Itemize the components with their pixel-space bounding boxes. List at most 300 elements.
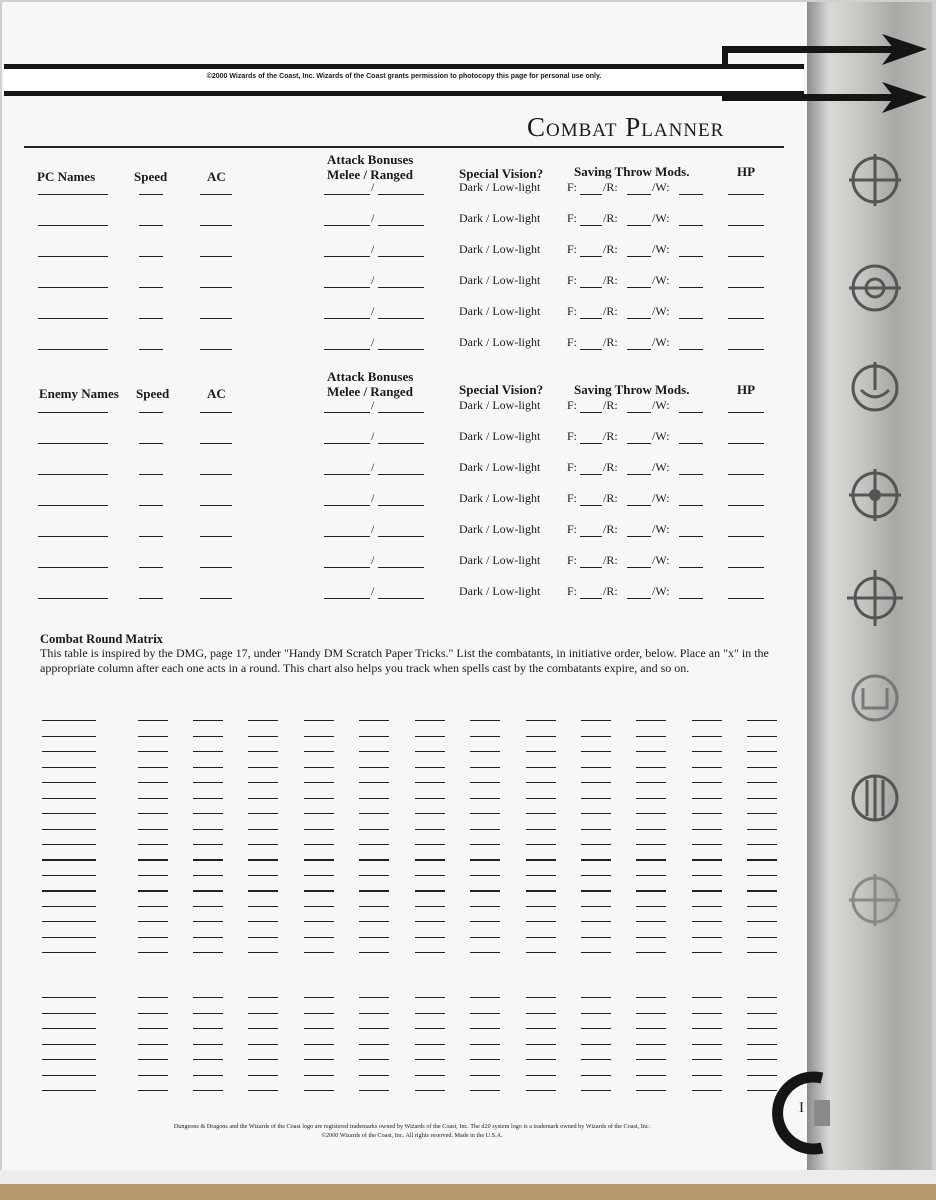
round-check-field[interactable] (636, 829, 666, 830)
round-check-field[interactable] (526, 798, 556, 799)
round-check-field[interactable] (193, 720, 223, 721)
round-check-field[interactable] (470, 997, 500, 998)
speed-field[interactable] (139, 287, 163, 288)
round-check-field[interactable] (470, 937, 500, 938)
round-check-field[interactable] (747, 751, 777, 752)
round-check-field[interactable] (636, 844, 666, 845)
name-field[interactable] (38, 505, 108, 506)
round-check-field[interactable] (415, 906, 445, 907)
round-check-field[interactable] (304, 1044, 334, 1045)
save-ref-field[interactable] (627, 567, 651, 568)
hp-field[interactable] (728, 536, 764, 537)
round-check-field[interactable] (138, 813, 168, 814)
round-check-field[interactable] (304, 952, 334, 953)
speed-field[interactable] (139, 474, 163, 475)
round-check-field[interactable] (581, 860, 611, 861)
ac-field[interactable] (200, 536, 232, 537)
round-check-field[interactable] (470, 1090, 500, 1091)
ac-field[interactable] (200, 349, 232, 350)
save-ref-field[interactable] (627, 598, 651, 599)
round-check-field[interactable] (692, 1028, 722, 1029)
round-check-field[interactable] (248, 937, 278, 938)
round-check-field[interactable] (248, 860, 278, 861)
round-check-field[interactable] (304, 859, 334, 860)
round-check-field[interactable] (138, 736, 168, 737)
round-check-field[interactable] (636, 997, 666, 998)
round-check-field[interactable] (359, 906, 389, 907)
round-check-field[interactable] (747, 937, 777, 938)
speed-field[interactable] (139, 225, 163, 226)
round-check-field[interactable] (415, 829, 445, 830)
round-check-field[interactable] (636, 736, 666, 737)
round-check-field[interactable] (692, 829, 722, 830)
round-check-field[interactable] (581, 1059, 611, 1060)
round-check-field[interactable] (304, 891, 334, 892)
round-check-field[interactable] (747, 952, 777, 953)
save-ref-field[interactable] (627, 256, 651, 257)
round-check-field[interactable] (692, 767, 722, 768)
round-check-field[interactable] (692, 921, 722, 922)
round-check-field[interactable] (581, 952, 611, 953)
round-check-field[interactable] (359, 859, 389, 860)
name-field[interactable] (38, 412, 108, 413)
hp-field[interactable] (728, 443, 764, 444)
round-check-field[interactable] (470, 890, 500, 891)
combatant-field[interactable] (42, 997, 96, 998)
ranged-field[interactable] (378, 536, 424, 537)
round-check-field[interactable] (359, 736, 389, 737)
round-check-field[interactable] (193, 875, 223, 876)
round-check-field[interactable] (470, 1028, 500, 1029)
round-check-field[interactable] (138, 767, 168, 768)
round-check-field[interactable] (636, 782, 666, 783)
round-check-field[interactable] (415, 782, 445, 783)
hp-field[interactable] (728, 474, 764, 475)
combatant-field[interactable] (42, 1028, 96, 1029)
combatant-field[interactable] (42, 1059, 96, 1060)
melee-field[interactable] (324, 567, 370, 568)
round-check-field[interactable] (304, 720, 334, 721)
ranged-field[interactable] (378, 443, 424, 444)
ac-field[interactable] (200, 194, 232, 195)
round-check-field[interactable] (692, 937, 722, 938)
save-fort-field[interactable] (580, 443, 602, 444)
round-check-field[interactable] (415, 798, 445, 799)
round-check-field[interactable] (304, 1090, 334, 1091)
round-check-field[interactable] (470, 751, 500, 752)
save-fort-field[interactable] (580, 505, 602, 506)
round-check-field[interactable] (248, 844, 278, 845)
round-check-field[interactable] (304, 860, 334, 861)
ranged-field[interactable] (378, 194, 424, 195)
round-check-field[interactable] (138, 798, 168, 799)
melee-field[interactable] (324, 598, 370, 599)
melee-field[interactable] (324, 256, 370, 257)
round-check-field[interactable] (415, 813, 445, 814)
save-fort-field[interactable] (580, 567, 602, 568)
round-check-field[interactable] (692, 859, 722, 860)
round-check-field[interactable] (526, 751, 556, 752)
round-check-field[interactable] (692, 798, 722, 799)
round-check-field[interactable] (138, 1075, 168, 1076)
melee-field[interactable] (324, 287, 370, 288)
round-check-field[interactable] (138, 1044, 168, 1045)
round-check-field[interactable] (359, 891, 389, 892)
speed-field[interactable] (139, 412, 163, 413)
ac-field[interactable] (200, 256, 232, 257)
round-check-field[interactable] (138, 1059, 168, 1060)
round-check-field[interactable] (193, 798, 223, 799)
round-check-field[interactable] (747, 890, 777, 891)
round-check-field[interactable] (581, 1090, 611, 1091)
hp-field[interactable] (728, 318, 764, 319)
round-check-field[interactable] (138, 1028, 168, 1029)
round-check-field[interactable] (470, 1075, 500, 1076)
round-check-field[interactable] (359, 952, 389, 953)
round-check-field[interactable] (138, 860, 168, 861)
round-check-field[interactable] (415, 921, 445, 922)
round-check-field[interactable] (248, 798, 278, 799)
save-fort-field[interactable] (580, 349, 602, 350)
round-check-field[interactable] (248, 1059, 278, 1060)
round-check-field[interactable] (747, 1028, 777, 1029)
speed-field[interactable] (139, 505, 163, 506)
round-check-field[interactable] (304, 890, 334, 891)
ranged-field[interactable] (378, 256, 424, 257)
round-check-field[interactable] (747, 720, 777, 721)
round-check-field[interactable] (636, 891, 666, 892)
round-check-field[interactable] (193, 891, 223, 892)
combatant-field[interactable] (42, 1075, 96, 1076)
round-check-field[interactable] (359, 937, 389, 938)
round-check-field[interactable] (193, 782, 223, 783)
round-check-field[interactable] (581, 891, 611, 892)
save-will-field[interactable] (679, 225, 703, 226)
combatant-field[interactable] (42, 751, 96, 752)
ac-field[interactable] (200, 567, 232, 568)
round-check-field[interactable] (193, 813, 223, 814)
save-fort-field[interactable] (580, 474, 602, 475)
round-check-field[interactable] (138, 844, 168, 845)
round-check-field[interactable] (138, 952, 168, 953)
melee-field[interactable] (324, 505, 370, 506)
round-check-field[interactable] (248, 767, 278, 768)
round-check-field[interactable] (193, 844, 223, 845)
round-check-field[interactable] (248, 751, 278, 752)
round-check-field[interactable] (692, 997, 722, 998)
round-check-field[interactable] (526, 1013, 556, 1014)
round-check-field[interactable] (304, 1028, 334, 1029)
round-check-field[interactable] (747, 1044, 777, 1045)
save-will-field[interactable] (679, 536, 703, 537)
save-ref-field[interactable] (627, 505, 651, 506)
melee-field[interactable] (324, 412, 370, 413)
round-check-field[interactable] (636, 1075, 666, 1076)
speed-field[interactable] (139, 256, 163, 257)
round-check-field[interactable] (193, 937, 223, 938)
round-check-field[interactable] (692, 736, 722, 737)
round-check-field[interactable] (636, 1059, 666, 1060)
round-check-field[interactable] (636, 860, 666, 861)
round-check-field[interactable] (415, 751, 445, 752)
round-check-field[interactable] (193, 1075, 223, 1076)
round-check-field[interactable] (138, 859, 168, 860)
round-check-field[interactable] (692, 1075, 722, 1076)
round-check-field[interactable] (138, 875, 168, 876)
round-check-field[interactable] (636, 1028, 666, 1029)
round-check-field[interactable] (193, 1090, 223, 1091)
round-check-field[interactable] (470, 860, 500, 861)
round-check-field[interactable] (581, 798, 611, 799)
round-check-field[interactable] (526, 844, 556, 845)
combatant-field[interactable] (42, 1013, 96, 1014)
round-check-field[interactable] (470, 782, 500, 783)
round-check-field[interactable] (526, 1075, 556, 1076)
save-fort-field[interactable] (580, 412, 602, 413)
round-check-field[interactable] (193, 906, 223, 907)
round-check-field[interactable] (526, 921, 556, 922)
round-check-field[interactable] (248, 875, 278, 876)
ranged-field[interactable] (378, 474, 424, 475)
round-check-field[interactable] (193, 1028, 223, 1029)
round-check-field[interactable] (526, 859, 556, 860)
round-check-field[interactable] (470, 813, 500, 814)
round-check-field[interactable] (526, 736, 556, 737)
round-check-field[interactable] (636, 798, 666, 799)
name-field[interactable] (38, 349, 108, 350)
round-check-field[interactable] (636, 906, 666, 907)
round-check-field[interactable] (526, 1044, 556, 1045)
round-check-field[interactable] (581, 844, 611, 845)
round-check-field[interactable] (747, 829, 777, 830)
round-check-field[interactable] (138, 829, 168, 830)
round-check-field[interactable] (304, 736, 334, 737)
round-check-field[interactable] (692, 844, 722, 845)
round-check-field[interactable] (526, 860, 556, 861)
speed-field[interactable] (139, 567, 163, 568)
round-check-field[interactable] (248, 720, 278, 721)
round-check-field[interactable] (248, 921, 278, 922)
round-check-field[interactable] (692, 891, 722, 892)
round-check-field[interactable] (138, 891, 168, 892)
combatant-field[interactable] (42, 875, 96, 876)
combatant-field[interactable] (42, 767, 96, 768)
round-check-field[interactable] (193, 1013, 223, 1014)
ac-field[interactable] (200, 412, 232, 413)
combatant-field[interactable] (42, 782, 96, 783)
name-field[interactable] (38, 598, 108, 599)
round-check-field[interactable] (248, 890, 278, 891)
round-check-field[interactable] (138, 720, 168, 721)
save-will-field[interactable] (679, 349, 703, 350)
ranged-field[interactable] (378, 349, 424, 350)
round-check-field[interactable] (526, 1059, 556, 1060)
round-check-field[interactable] (526, 890, 556, 891)
round-check-field[interactable] (359, 1075, 389, 1076)
round-check-field[interactable] (692, 1044, 722, 1045)
melee-field[interactable] (324, 318, 370, 319)
save-will-field[interactable] (679, 318, 703, 319)
round-check-field[interactable] (636, 1090, 666, 1091)
round-check-field[interactable] (415, 1090, 445, 1091)
round-check-field[interactable] (415, 1013, 445, 1014)
combatant-field[interactable] (42, 906, 96, 907)
round-check-field[interactable] (248, 906, 278, 907)
round-check-field[interactable] (415, 859, 445, 860)
round-check-field[interactable] (359, 829, 389, 830)
round-check-field[interactable] (581, 937, 611, 938)
save-will-field[interactable] (679, 474, 703, 475)
round-check-field[interactable] (138, 921, 168, 922)
name-field[interactable] (38, 287, 108, 288)
ranged-field[interactable] (378, 412, 424, 413)
round-check-field[interactable] (359, 997, 389, 998)
round-check-field[interactable] (359, 921, 389, 922)
save-fort-field[interactable] (580, 194, 602, 195)
round-check-field[interactable] (636, 1013, 666, 1014)
round-check-field[interactable] (636, 875, 666, 876)
combatant-field[interactable] (42, 829, 96, 830)
save-will-field[interactable] (679, 256, 703, 257)
round-check-field[interactable] (526, 952, 556, 953)
melee-field[interactable] (324, 443, 370, 444)
save-ref-field[interactable] (627, 536, 651, 537)
save-will-field[interactable] (679, 412, 703, 413)
save-will-field[interactable] (679, 567, 703, 568)
round-check-field[interactable] (526, 1028, 556, 1029)
round-check-field[interactable] (138, 782, 168, 783)
combatant-field[interactable] (42, 859, 96, 860)
save-fort-field[interactable] (580, 318, 602, 319)
round-check-field[interactable] (636, 921, 666, 922)
round-check-field[interactable] (526, 813, 556, 814)
round-check-field[interactable] (747, 798, 777, 799)
round-check-field[interactable] (248, 1028, 278, 1029)
round-check-field[interactable] (304, 782, 334, 783)
round-check-field[interactable] (304, 875, 334, 876)
round-check-field[interactable] (581, 720, 611, 721)
ac-field[interactable] (200, 225, 232, 226)
ac-field[interactable] (200, 318, 232, 319)
hp-field[interactable] (728, 505, 764, 506)
round-check-field[interactable] (304, 1013, 334, 1014)
round-check-field[interactable] (526, 891, 556, 892)
combatant-field[interactable] (42, 813, 96, 814)
round-check-field[interactable] (470, 736, 500, 737)
round-check-field[interactable] (304, 1075, 334, 1076)
round-check-field[interactable] (359, 1028, 389, 1029)
round-check-field[interactable] (193, 767, 223, 768)
round-check-field[interactable] (581, 813, 611, 814)
speed-field[interactable] (139, 536, 163, 537)
save-fort-field[interactable] (580, 256, 602, 257)
round-check-field[interactable] (747, 813, 777, 814)
round-check-field[interactable] (359, 1090, 389, 1091)
round-check-field[interactable] (248, 813, 278, 814)
round-check-field[interactable] (415, 890, 445, 891)
ranged-field[interactable] (378, 225, 424, 226)
round-check-field[interactable] (747, 1013, 777, 1014)
round-check-field[interactable] (692, 782, 722, 783)
round-check-field[interactable] (415, 937, 445, 938)
round-check-field[interactable] (636, 1044, 666, 1045)
round-check-field[interactable] (470, 1044, 500, 1045)
round-check-field[interactable] (692, 751, 722, 752)
round-check-field[interactable] (470, 798, 500, 799)
combatant-field[interactable] (42, 860, 96, 861)
round-check-field[interactable] (470, 844, 500, 845)
round-check-field[interactable] (193, 736, 223, 737)
round-check-field[interactable] (248, 1044, 278, 1045)
round-check-field[interactable] (692, 875, 722, 876)
round-check-field[interactable] (304, 751, 334, 752)
round-check-field[interactable] (747, 782, 777, 783)
round-check-field[interactable] (470, 875, 500, 876)
hp-field[interactable] (728, 349, 764, 350)
round-check-field[interactable] (470, 720, 500, 721)
round-check-field[interactable] (470, 1059, 500, 1060)
speed-field[interactable] (139, 443, 163, 444)
round-check-field[interactable] (415, 1059, 445, 1060)
round-check-field[interactable] (747, 859, 777, 860)
round-check-field[interactable] (692, 813, 722, 814)
round-check-field[interactable] (526, 937, 556, 938)
speed-field[interactable] (139, 349, 163, 350)
save-fort-field[interactable] (580, 598, 602, 599)
round-check-field[interactable] (138, 890, 168, 891)
round-check-field[interactable] (581, 921, 611, 922)
round-check-field[interactable] (193, 829, 223, 830)
round-check-field[interactable] (138, 1013, 168, 1014)
hp-field[interactable] (728, 412, 764, 413)
round-check-field[interactable] (359, 844, 389, 845)
round-check-field[interactable] (138, 906, 168, 907)
melee-field[interactable] (324, 474, 370, 475)
combatant-field[interactable] (42, 891, 96, 892)
combatant-field[interactable] (42, 736, 96, 737)
round-check-field[interactable] (526, 767, 556, 768)
round-check-field[interactable] (359, 720, 389, 721)
round-check-field[interactable] (470, 859, 500, 860)
name-field[interactable] (38, 318, 108, 319)
round-check-field[interactable] (415, 844, 445, 845)
round-check-field[interactable] (636, 890, 666, 891)
round-check-field[interactable] (470, 767, 500, 768)
save-ref-field[interactable] (627, 225, 651, 226)
ranged-field[interactable] (378, 505, 424, 506)
round-check-field[interactable] (581, 782, 611, 783)
round-check-field[interactable] (138, 997, 168, 998)
round-check-field[interactable] (193, 1059, 223, 1060)
hp-field[interactable] (728, 225, 764, 226)
combatant-field[interactable] (42, 1044, 96, 1045)
combatant-field[interactable] (42, 720, 96, 721)
round-check-field[interactable] (470, 906, 500, 907)
round-check-field[interactable] (248, 891, 278, 892)
round-check-field[interactable] (304, 767, 334, 768)
round-check-field[interactable] (636, 937, 666, 938)
save-will-field[interactable] (679, 505, 703, 506)
round-check-field[interactable] (304, 829, 334, 830)
round-check-field[interactable] (359, 875, 389, 876)
round-check-field[interactable] (138, 751, 168, 752)
name-field[interactable] (38, 443, 108, 444)
round-check-field[interactable] (526, 997, 556, 998)
speed-field[interactable] (139, 598, 163, 599)
melee-field[interactable] (324, 349, 370, 350)
hp-field[interactable] (728, 194, 764, 195)
melee-field[interactable] (324, 194, 370, 195)
